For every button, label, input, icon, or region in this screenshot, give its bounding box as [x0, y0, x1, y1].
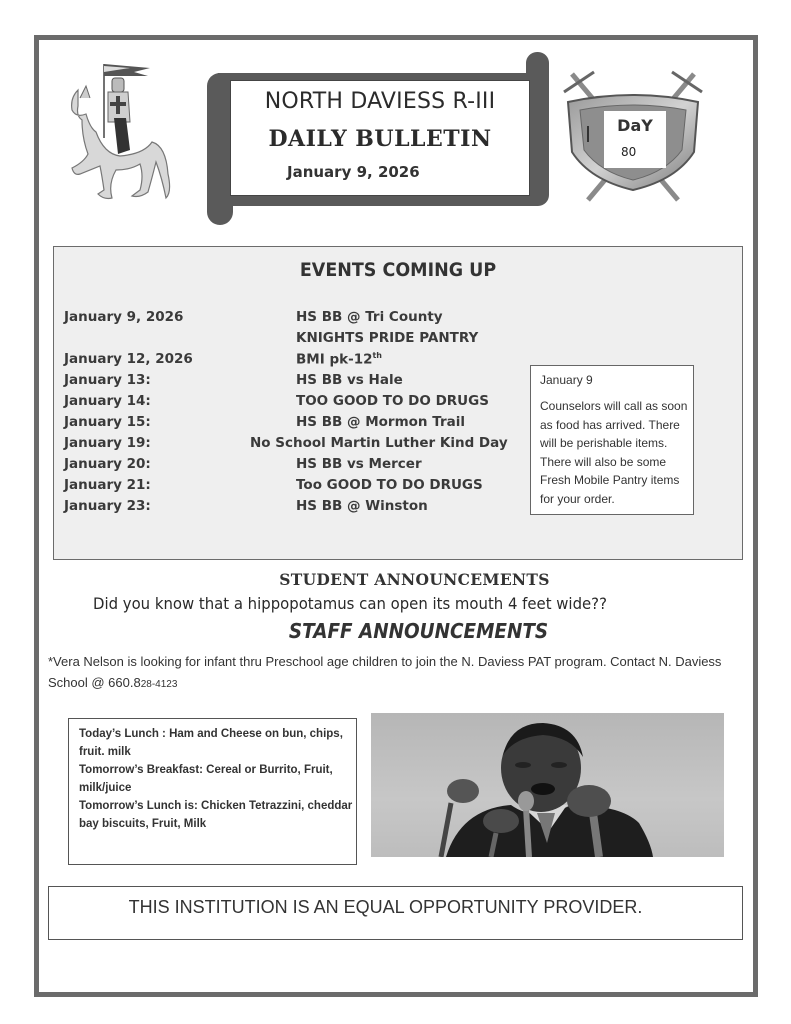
tomorrow-lunch: Tomorrow’s Lunch is: Chicken Tetrazzini, cheddar bay biscuits, Fruit, Milk — [79, 800, 353, 830]
event-row — [54, 456, 524, 477]
equal-opportunity-box — [48, 886, 743, 940]
menu-box — [68, 718, 357, 865]
event-date: January 20: — [64, 456, 151, 472]
event-row — [54, 414, 524, 435]
event-row — [54, 330, 524, 351]
pantry-note-box — [530, 365, 694, 515]
event-row — [54, 372, 524, 393]
equal-opportunity-statement: THIS INSTITUTION IS AN EQUAL OPPORTUNITY PROVIDER. — [128, 897, 643, 917]
tomorrow-breakfast: Tomorrow’s Breakfast: Cereal or Burrito, Fruit, milk/juice — [79, 764, 333, 794]
event-description: HS BB @ Winston — [296, 498, 428, 514]
event-date: January 23: — [64, 498, 151, 514]
event-date: January 13: — [64, 372, 151, 388]
event-description: KNIGHTS PRIDE PANTRY — [296, 330, 479, 346]
event-row — [54, 498, 524, 519]
event-description — [296, 351, 382, 368]
event-description: No School Martin Luther Kind Day — [250, 435, 508, 451]
event-date: January 15: — [64, 414, 151, 430]
student-announcements-heading: STUDENT ANNOUNCEMENTS — [279, 570, 550, 589]
bulletin-header-panel — [230, 80, 530, 196]
event-description: HS BB vs Hale — [296, 372, 403, 388]
knight-on-horse-icon — [60, 58, 180, 208]
event-row — [54, 309, 524, 330]
event-date: January 21: — [64, 477, 151, 493]
school-name: NORTH DAVIESS R-III — [264, 89, 496, 114]
event-date: January 14: — [64, 393, 151, 409]
bulletin-title: DAILY BULLETIN — [268, 126, 492, 152]
day-counter-badge — [604, 111, 666, 168]
event-row — [54, 393, 524, 414]
staff-note-phone-tail: 28-4123 — [140, 679, 178, 690]
menu-text — [79, 725, 354, 833]
event-description: HS BB vs Mercer — [296, 456, 422, 472]
mlk-photo-illustration — [371, 713, 724, 857]
event-row — [54, 351, 524, 372]
event-description: HS BB @ Tri County — [296, 309, 443, 325]
pantry-note-date: January 9 — [540, 373, 593, 387]
event-date: January 19: — [64, 435, 151, 451]
bulletin-date: January 9, 2026 — [287, 163, 420, 181]
mlk-speaking-photo — [371, 713, 724, 857]
event-description: HS BB @ Mormon Trail — [296, 414, 465, 430]
event-description: Too GOOD TO DO DRUGS — [296, 477, 483, 493]
today-lunch: Today’s Lunch : Ham and Cheese on bun, chips, fruit. milk — [79, 728, 343, 758]
event-description-text: BMI pk-12 — [296, 351, 373, 368]
event-row — [54, 477, 524, 498]
staff-note — [48, 651, 748, 695]
events-title: EVENTS COMING UP — [299, 259, 497, 281]
student-fact: Did you know that a hippopotamus can open its mouth 4 feet wide?? — [93, 594, 607, 613]
ordinal-suffix: th — [372, 351, 383, 360]
staff-note-text: *Vera Nelson is looking for infant thru Preschool age children to join the N. Daviess PAT program. Contact N. Daviess School @ 660.8 — [48, 654, 722, 690]
pantry-note-body: Counselors will call as soon as food has arrived. There will be perishable items. There will also be some Fresh Mobile Pantry items for your order. — [540, 399, 688, 506]
event-description: TOO GOOD TO DO DRUGS — [296, 393, 489, 409]
event-date: January 9, 2026 — [64, 309, 184, 325]
day-label: DaY — [617, 116, 653, 135]
event-date: January 12, 2026 — [64, 351, 193, 367]
staff-announcements-heading: STAFF ANNOUNCEMENTS — [288, 619, 549, 643]
day-number: 80 — [621, 145, 637, 159]
event-row — [54, 435, 524, 456]
